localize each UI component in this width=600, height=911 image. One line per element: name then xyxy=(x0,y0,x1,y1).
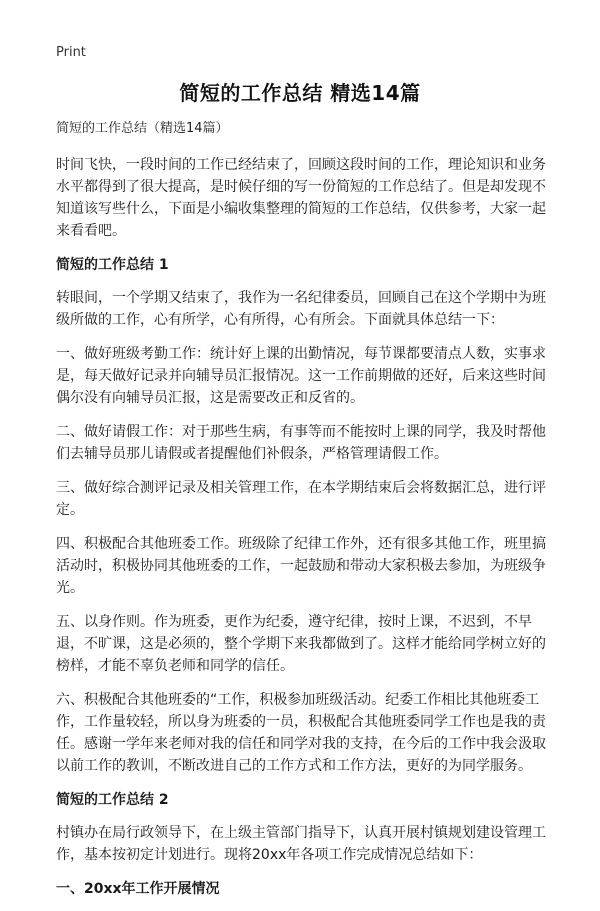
section-heading: 一、20xx年工作开展情况 xyxy=(56,881,220,897)
paragraph: 四、积极配合其他班委工作。班级除了纪律工作外，还有很多其他工作，班里搞活动时，积极协同其他班委的工作，一起鼓励和带动大家积极去参加，为班级争光。 xyxy=(56,536,546,596)
section-heading: 简短的工作总结 1 xyxy=(56,257,169,273)
document-subtitle: 简短的工作总结（精选14篇） xyxy=(56,121,229,136)
paragraph: 村镇办在局行政领导下，在上级主管部门指导下，认真开展村镇规划建设管理工作，基本按初定计划进行。现将20xx年各项工作完成情况总结如下： xyxy=(56,825,546,863)
print-link[interactable]: Print xyxy=(56,45,86,60)
paragraph: 三、做好综合测评记录及相关管理工作，在本学期结束后会将数据汇总，进行评定。 xyxy=(56,480,546,518)
paragraph: 六、积极配合其他班委的“工作，积极参加班级活动。纪委工作相比其他班委工作，工作量较轻，所以身为班委的一员，积极配合其他班委同学工作也是我的责任。感谢一学年来老师对我的信任和同学对我的支持，在今后的工作中我会汲取以前工作的教训，不断改进自己的工作方式和工作方法，更好的为同学服务。 xyxy=(56,692,546,774)
document-body xyxy=(56,118,556,911)
paragraph: 一、做好班级考勤工作：统计好上课的出勤情况，每节课都要清点人数，实事求是，每天做好记录并向辅导员汇报情况。这一工作前期做的还好，后来这些时间偶尔没有向辅导员汇报，这是需要改正和反省的。 xyxy=(56,346,546,406)
paragraph: 五、以身作则。作为班委，更作为纪委，遵守纪律，按时上课，不迟到，不早退，不旷课，这是必须的，整个学期下来我都做到了。这样才能给同学树立好的榜样，才能不辜负老师和同学的信任。 xyxy=(56,614,546,674)
page-title: 简短的工作总结 精选14篇 xyxy=(179,81,421,105)
paragraph: 二、做好请假工作：对于那些生病，有事等而不能按时上课的同学，我及时帮他们去辅导员那儿请假或者提醒他们补假条，严格管理请假工作。 xyxy=(56,424,546,462)
intro-paragraph: 时间飞快，一段时间的工作已经结束了，回顾这段时间的工作，理论知识和业务水平都得到了很大提高，是时候仔细的写一份简短的工作总结了。但是却发现不知道该写些什么，下面是小编收集整理的简短的工作总结，仅供参考，大家一起来看看吧。 xyxy=(56,157,546,239)
paragraph: 转眼间，一个学期又结束了，我作为一名纪律委员，回顾自己在这个学期中为班级所做的工作，心有所学，心有所得，心有所会。下面就具体总结一下： xyxy=(56,290,546,328)
section-heading: 简短的工作总结 2 xyxy=(56,792,169,808)
